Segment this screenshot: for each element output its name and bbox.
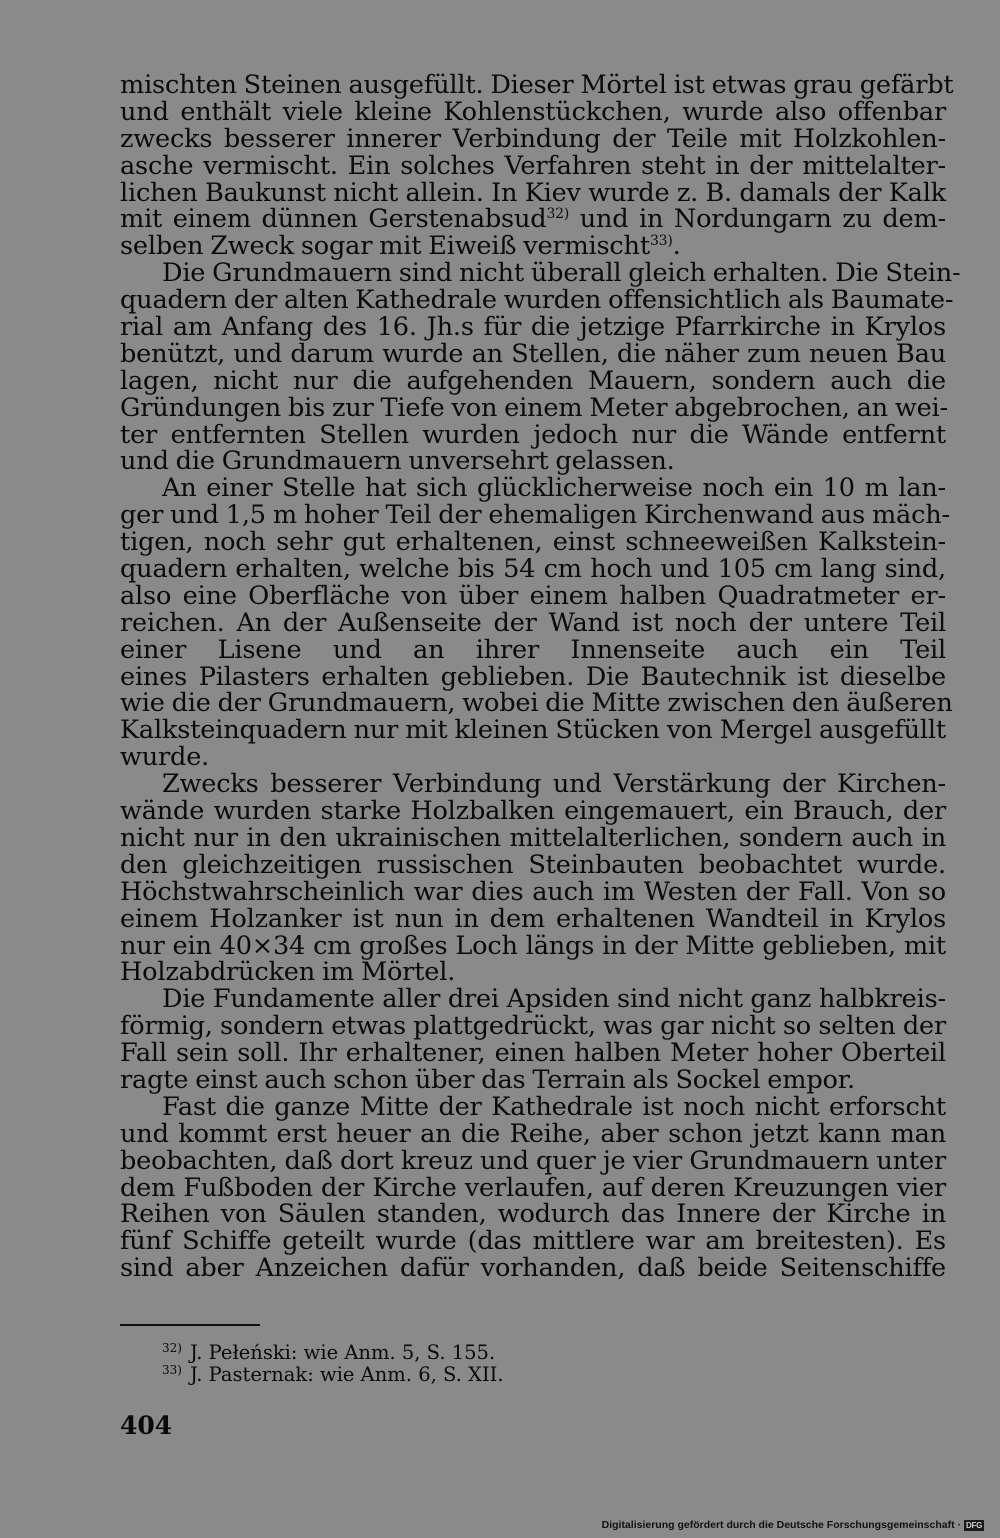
text-line: An einer Stelle hat sich glücklicherweise noch ein 10 m lan-: [162, 473, 946, 504]
text-line: beobachten, daß dort kreuz und quer je vier Grundmauern unter: [120, 1145, 946, 1176]
text-line: ger und 1,5 m hoher Teil der ehemaligen Kirchenwand aus mäch-: [120, 500, 950, 531]
text-line: rial am Anfang des 16. Jh.s für die jetzige Pfarrkirche in Krylos: [120, 312, 946, 343]
text-line: und kommt erst heuer an die Reihe, aber schon jetzt kann man: [120, 1118, 946, 1149]
text-line: lichen Baukunst nicht allein. In Kiev wurde z. B. damals der Kalk: [120, 177, 946, 208]
text-line: ter entfernten Stellen wurden jedoch nur die Wände entfernt: [120, 419, 946, 450]
footnote-text: J. Pełeński: wie Anm. 5, S. 155.: [189, 1341, 496, 1364]
text-line: Zwecks besserer Verbindung und Verstärkung der Kirchen-: [162, 769, 946, 800]
text-line: zwecks besserer innerer Verbindung der Teile mit Holzkohlen-: [120, 123, 946, 154]
text-line: Höchstwahrscheinlich war dies auch im Westen der Fall. Von so: [120, 876, 946, 907]
text-line: Fall sein soll. Ihr erhaltener, einen halben Meter hoher Oberteil: [120, 1038, 946, 1069]
digitization-credit: [602, 1518, 984, 1532]
body-text: [120, 70, 961, 1284]
text-line: Fast die ganze Mitte der Kathedrale ist noch nicht erforscht: [162, 1091, 946, 1122]
footnote-32: [162, 1342, 504, 1364]
footnote-reference: 33): [649, 233, 673, 250]
footnote-marker: 33): [162, 1363, 182, 1377]
dfg-logo-icon: DFG: [966, 1520, 982, 1530]
text-line: lagen, nicht nur die aufgehenden Mauern, sondern auch die: [120, 365, 946, 396]
text-line: den gleichzeitigen russischen Steinbauten beobachtet wurde.: [120, 849, 946, 880]
text-line: und enthält viele kleine Kohlenstückchen, wurde also offenbar: [120, 96, 946, 127]
footnotes: [162, 1342, 504, 1386]
text-line: Reihen von Säulen standen, wodurch das Innere der Kirche in: [120, 1199, 946, 1230]
text-line: und die Grundmauern unversehrt gelassen.: [120, 446, 675, 477]
text-line: mischten Steinen ausgefüllt. Dieser Mörtel ist etwas grau gefärbt: [120, 70, 954, 100]
text-line: reichen. An der Außenseite der Wand ist noch der untere Teil: [120, 607, 946, 638]
text-line: ragte einst auch schon über das Terrain als Sockel empor.: [120, 1064, 855, 1095]
text-line: tigen, noch sehr gut erhaltenen, einst schneeweißen Kalkstein-: [120, 527, 946, 558]
text-line: nur ein 40×34 cm großes Loch längs in der Mitte geblieben, mit: [120, 930, 946, 961]
page-number: 404: [120, 1411, 173, 1440]
text-line: benützt, und darum wurde an Stellen, die näher zum neuen Bau: [120, 338, 946, 369]
text-line: Gründungen bis zur Tiefe von einem Meter abgebrochen, an wei-: [120, 392, 948, 423]
text-line: wurde.: [120, 742, 210, 773]
text-line: selben Zweck sogar mit Eiweiß vermischt$^{33)}$.: [120, 231, 681, 262]
footnote-rule: [120, 1324, 260, 1326]
footnote-reference: 32): [546, 206, 570, 223]
footnote-text: J. Pasternak: wie Anm. 6, S. XII.: [189, 1363, 504, 1386]
text-line: eines Pilasters erhalten geblieben. Die Bautechnik ist dieselbe: [120, 661, 946, 692]
text-line: fünf Schiffe geteilt wurde (das mittlere war am breitesten). Es: [120, 1226, 946, 1257]
text-line: asche vermischt. Ein solches Verfahren steht in der mittelalter-: [120, 150, 946, 181]
footnote-33: [162, 1364, 504, 1386]
footnote-marker: 32): [162, 1341, 182, 1355]
credit-text: Digitalisierung gefördert durch die Deutsche Forschungsgemeinschaft ·: [601, 1519, 961, 1531]
text-line: dem Fußboden der Kirche verlaufen, auf deren Kreuzungen vier: [120, 1172, 946, 1203]
text-line: Holzabdrücken im Mörtel.: [120, 957, 456, 988]
text-line: Die Fundamente aller drei Apsiden sind nicht ganz halbkreis-: [162, 984, 946, 1015]
text-line: wie die der Grundmauern, wobei die Mitte zwischen den äußeren: [120, 688, 953, 719]
text-line: quadern erhalten, welche bis 54 cm hoch und 105 cm lang sind,: [120, 554, 946, 585]
text-line: einem Holzanker ist nun in dem erhaltenen Wandteil in Krylos: [120, 903, 946, 934]
text-line: quadern der alten Kathedrale wurden offensichtlich als Baumate-: [120, 285, 954, 316]
text-line: also eine Oberfläche von über einem halben Quadratmeter er-: [120, 580, 946, 611]
text-line: förmig, sondern etwas plattgedrückt, was gar nicht so selten der: [120, 1011, 946, 1042]
text-line: sind aber Anzeichen dafür vorhanden, daß beide Seitenschiffe: [120, 1253, 946, 1284]
text-line: Die Grundmauern sind nicht überall gleich erhalten. Die Stein-: [162, 258, 961, 289]
text-line: wände wurden starke Holzbalken eingemauert, ein Brauch, der: [120, 796, 946, 827]
text-line: einer Lisene und an ihrer Innenseite auch ein Teil: [120, 634, 946, 665]
text-line: Kalksteinquadern nur mit kleinen Stücken von Mergel ausgefüllt: [120, 715, 946, 746]
text-line: mit einem dünnen Gerstenabsud$^{32)}$ und in Nordungarn zu dem-: [120, 204, 946, 235]
text-line: nicht nur in den ukrainischen mittelalterlichen, sondern auch in: [120, 822, 946, 853]
